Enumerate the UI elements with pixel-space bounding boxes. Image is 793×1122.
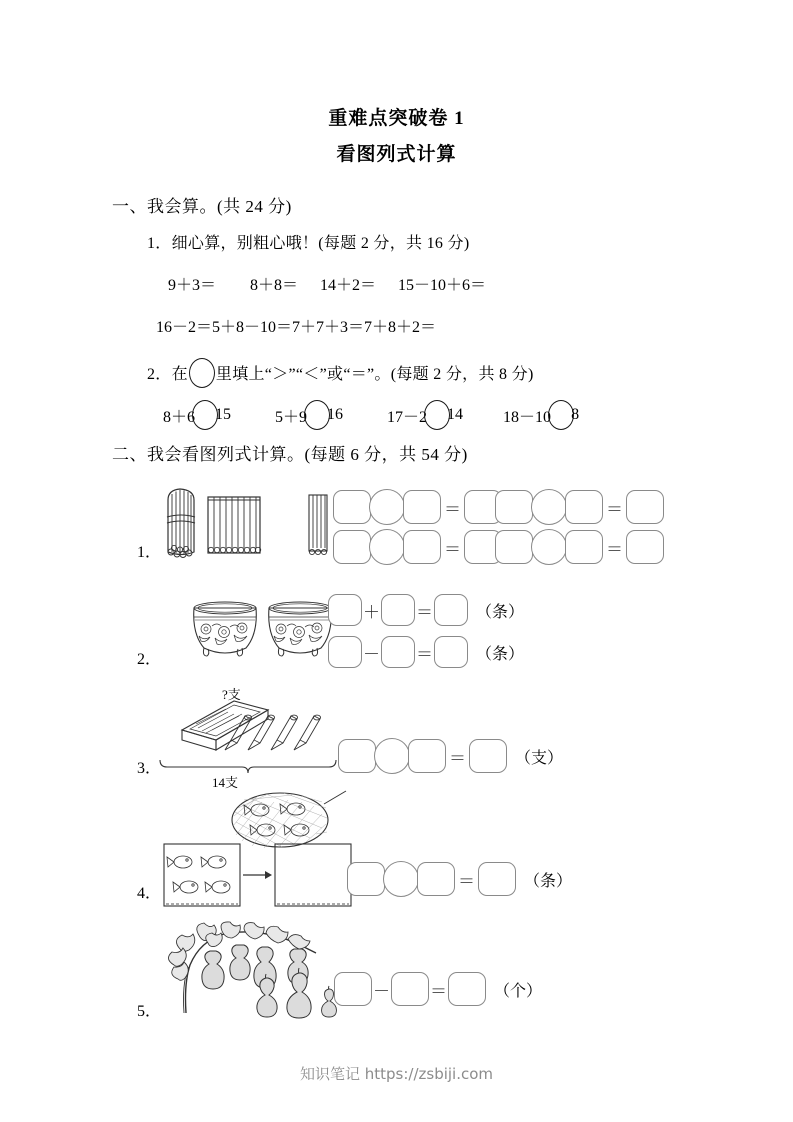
label-question-count: ?支 xyxy=(222,687,241,702)
q2-compare-left-4: 18－10 xyxy=(503,408,552,426)
section-two-heading: 二、我会看图列式计算。(每题 6 分，共 54 分) xyxy=(112,445,468,464)
page-subtitle: 看图列式计算 xyxy=(336,144,457,165)
fish-tank-destination xyxy=(274,843,352,913)
problem-1-equation-2: ＝ xyxy=(495,489,664,525)
transfer-arrow-icon xyxy=(243,868,273,886)
q1-expr-3: 14＋2＝ xyxy=(320,277,377,294)
q2-compare-left-2: 5＋9 xyxy=(275,408,308,426)
q2-compare-right-2: 16 xyxy=(327,406,344,423)
answer-operator-circle[interactable] xyxy=(531,529,567,565)
q1-expr-4: 15－10＋6＝ xyxy=(398,277,487,294)
equals-operator: ＝ xyxy=(416,602,433,622)
answer-box[interactable] xyxy=(478,862,516,896)
fish-bowl-illustration-right xyxy=(265,596,335,667)
answer-box[interactable] xyxy=(328,594,362,626)
plus-operator: ＋ xyxy=(363,602,380,622)
q1-expr-1: 9＋3＝ xyxy=(168,277,217,294)
q2-compare-item-3 xyxy=(387,400,463,430)
q1-expressions-row-1 xyxy=(168,272,486,295)
q1-expr-2: 8＋8＝ xyxy=(250,277,299,294)
unit-label: （条） xyxy=(476,645,525,663)
q2-compare-left-3: 17－2 xyxy=(387,408,428,426)
problem-2-equation-2 xyxy=(328,636,524,668)
answer-box[interactable] xyxy=(626,530,664,564)
answer-box[interactable] xyxy=(626,490,664,524)
answer-box[interactable] xyxy=(434,636,468,668)
section-one-heading: 一、我会算。(共 24 分) xyxy=(112,197,292,216)
q1-expressions-row-2: 16－2＝5＋8－10＝7＋7＋3＝7＋8＋2＝ xyxy=(156,319,437,336)
problem-1-number: 1． xyxy=(137,544,162,561)
answer-operator-circle[interactable] xyxy=(374,738,410,774)
answer-box[interactable] xyxy=(347,862,385,896)
problem-1-equation-1: ＝ xyxy=(333,489,502,525)
answer-box[interactable] xyxy=(403,490,441,524)
q2-compare-right-4: 8 xyxy=(571,406,580,423)
answer-box[interactable] xyxy=(434,594,468,626)
answer-box[interactable] xyxy=(338,739,376,773)
bundled-sticks-illustration xyxy=(160,486,270,569)
answer-box[interactable] xyxy=(565,490,603,524)
fish-bowl-illustration-left xyxy=(190,596,260,667)
total-count-brace xyxy=(158,758,338,779)
answer-box[interactable] xyxy=(469,739,507,773)
q2-comparison-row xyxy=(163,400,579,430)
q2-compare-right-3: 14 xyxy=(447,406,464,423)
unit-label: （条） xyxy=(476,603,525,621)
loose-gourd-2 xyxy=(283,966,317,1025)
minus-operator: － xyxy=(373,981,390,1001)
unit-label: （支） xyxy=(515,749,564,767)
question-2-prompt-after: 里填上“＞”“＜”或“＝”。(每题 2 分，共 8 分) xyxy=(215,366,534,383)
answer-box[interactable] xyxy=(333,490,371,524)
compare-oval-icon xyxy=(189,358,215,388)
answer-operator-circle[interactable] xyxy=(369,489,405,525)
answer-box[interactable] xyxy=(565,530,603,564)
loose-gourd-1 xyxy=(253,972,281,1023)
problem-4-equation: ＝ （条） xyxy=(347,861,572,897)
question-2-prompt-before: 2．在 xyxy=(147,366,188,383)
answer-box[interactable] xyxy=(403,530,441,564)
problem-5-equation xyxy=(334,972,542,1006)
answer-box[interactable] xyxy=(408,739,446,773)
answer-box[interactable] xyxy=(448,972,486,1006)
unit-label: （条） xyxy=(524,872,573,890)
question-2-prompt xyxy=(147,358,534,388)
page-title: 重难点突破卷 1 xyxy=(328,108,465,129)
answer-operator-circle[interactable] xyxy=(383,861,419,897)
answer-box[interactable] xyxy=(328,636,362,668)
q2-compare-item-2 xyxy=(275,400,343,430)
answer-operator-circle[interactable] xyxy=(531,489,567,525)
answer-box[interactable] xyxy=(417,862,455,896)
q2-compare-left-1: 8＋6 xyxy=(163,408,196,426)
problem-5-number: 5． xyxy=(137,1003,162,1020)
answer-box[interactable] xyxy=(333,530,371,564)
equals-operator: ＝ xyxy=(416,644,433,664)
equals-operator: ＝ xyxy=(430,981,447,1001)
problem-1-equation-3: ＝ xyxy=(333,529,502,565)
answer-box[interactable] xyxy=(391,972,429,1006)
problem-3-number: 3． xyxy=(137,760,162,777)
answer-box[interactable] xyxy=(381,594,415,626)
problem-3-total-label: 14支 xyxy=(212,775,239,790)
answer-box[interactable] xyxy=(495,530,533,564)
problem-2-number: 2． xyxy=(137,651,162,668)
problem-4-number: 4． xyxy=(137,885,162,902)
pencil-box-question-label xyxy=(222,684,241,704)
q2-compare-item-4 xyxy=(503,400,579,430)
problem-2-equation-1 xyxy=(328,594,524,626)
problem-1-equation-4: ＝ xyxy=(495,529,664,565)
answer-box[interactable] xyxy=(381,636,415,668)
answer-box[interactable] xyxy=(495,490,533,524)
q2-compare-right-1: 15 xyxy=(215,406,232,423)
unit-label: （个） xyxy=(494,982,543,1000)
footer-watermark: 知识笔记 https://zsbiji.com xyxy=(299,1065,494,1083)
problem-3-equation: ＝ （支） xyxy=(338,738,563,774)
question-1-prompt: 1．细心算，别粗心哦！(每题 2 分，共 16 分) xyxy=(147,235,470,252)
answer-operator-circle[interactable] xyxy=(369,529,405,565)
q2-compare-item-1 xyxy=(163,400,231,430)
small-bundle-icon xyxy=(305,492,331,563)
minus-operator: － xyxy=(363,644,380,664)
fish-tank-source xyxy=(163,843,241,913)
answer-box[interactable] xyxy=(334,972,372,1006)
